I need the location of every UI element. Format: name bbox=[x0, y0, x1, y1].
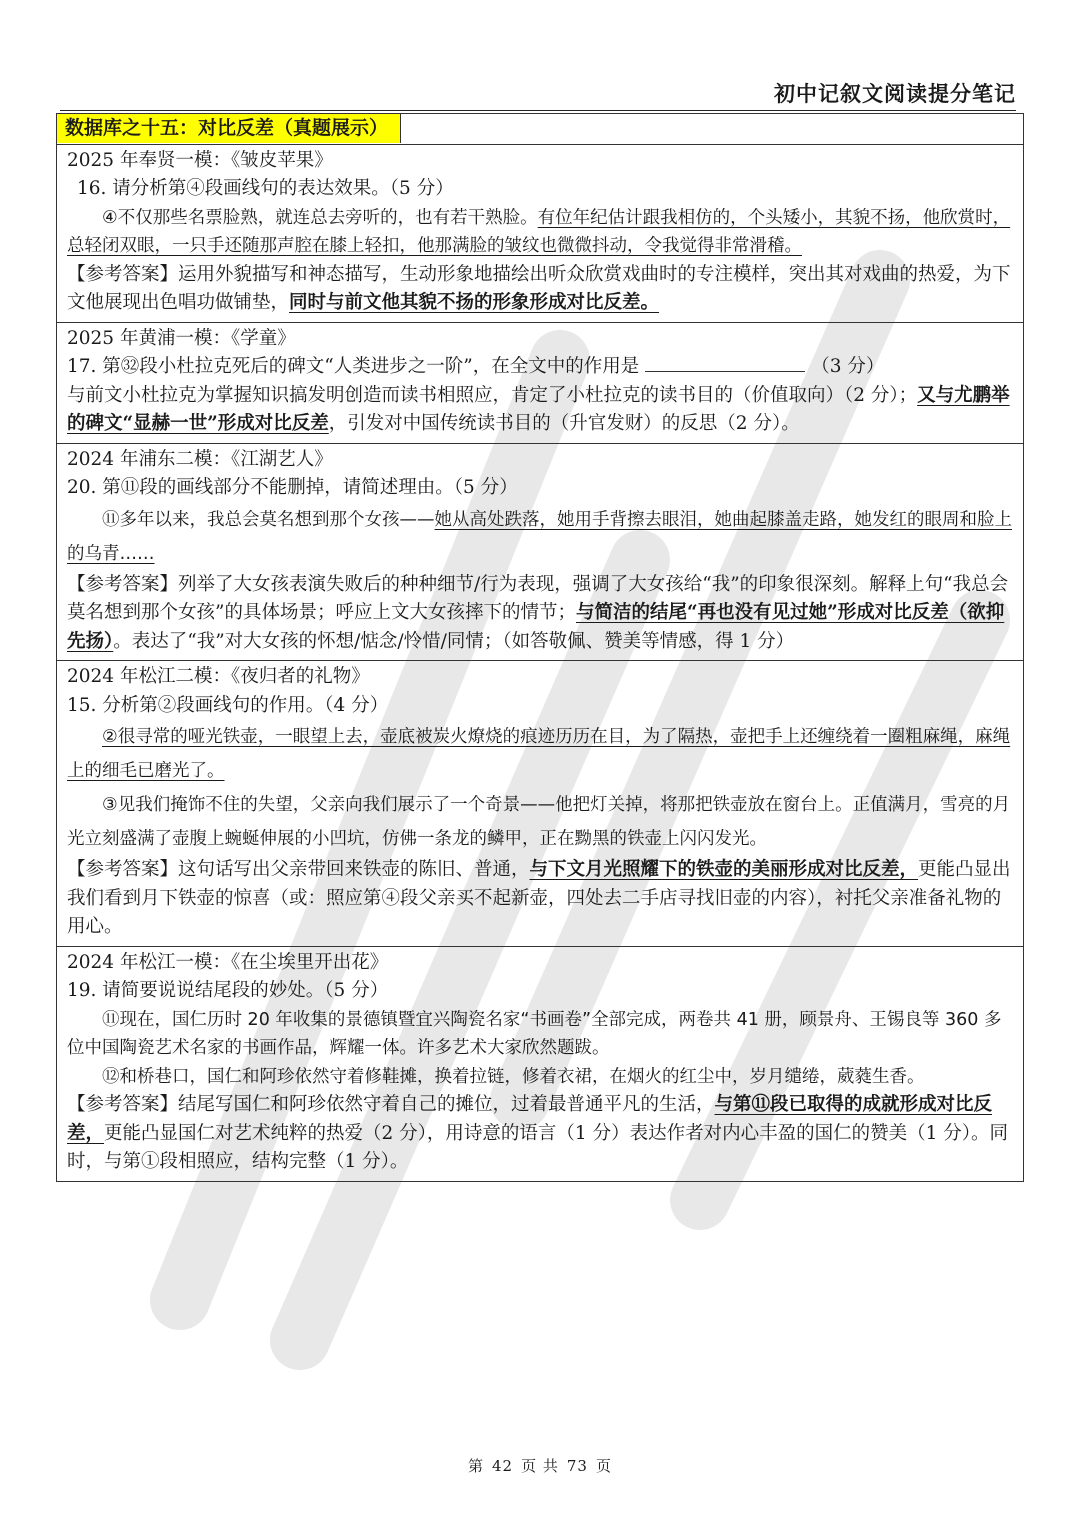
section-4-question: 15. 分析第②段画线句的作用。（4 分） bbox=[67, 694, 389, 716]
passage-underlined: 她从高处跌落，她用手背擦去眼泪，她曲起膝盖走路，她发红的眼周和脸上的乌青…… bbox=[67, 509, 1012, 564]
passage-plain: ④不仅那些名票脸熟，就连总去旁听的，也有若干熟脸。 bbox=[102, 207, 538, 228]
answer-text-1: 与前文小杜拉克为掌握知识搞发明创造而读书相照应，肯定了小杜拉克的读书目的（价值取向）（2 分）； bbox=[67, 384, 918, 406]
section-3-source: 2024 年浦东二模：《江湖艺人》 bbox=[67, 448, 333, 470]
answer-label: 【参考答案】 bbox=[67, 573, 179, 595]
page-total: 73 bbox=[566, 1457, 588, 1475]
question-score: （3 分） bbox=[811, 356, 885, 377]
section-1-answer bbox=[67, 261, 1013, 318]
section-3-answer bbox=[67, 571, 1013, 657]
answer-text: 运用外貌描写和神态描写，生动形象地描绘出听众欣赏戏曲时的专注模样，突出其对戏曲的热爱，为下文他展现出色唱功做铺垫， bbox=[67, 263, 1011, 313]
section-1-source: 2025 年奉贤一模：《皱皮苹果》 bbox=[67, 149, 333, 171]
section-5-source: 2024 年松江一模：《在尘埃里开出花》 bbox=[67, 951, 389, 973]
footer-suffix: 页 bbox=[595, 1457, 612, 1475]
section-3-passage bbox=[67, 503, 1013, 571]
footer-prefix: 第 bbox=[468, 1457, 485, 1475]
section-4-passage-1 bbox=[67, 720, 1013, 788]
section-3 bbox=[57, 443, 1024, 661]
section-5-passage-1: ⑪现在，国仁历时 20 年收集的景德镇暨宜兴陶瓷名家“书画卷”全部完成，两卷共 41 册，顾景舟、王锡良等 360 多位中国陶瓷艺术名家的书画作品，辉耀一体。许多艺术大家欣然题跋。 bbox=[67, 1009, 1002, 1058]
table-title-cell bbox=[57, 114, 1024, 145]
page-footer bbox=[0, 1455, 1080, 1476]
answer-text-2: 更能凸显国仁对艺术纯粹的热爱（2 分），用诗意的语言（1 分）表达作者对内心丰盈的国仁的赞美（1 分）。同时，与第①段相照应，结构完整（1 分）。 bbox=[67, 1122, 1008, 1172]
section-1-question: 16. 请分析第④段画线句的表达效果。（5 分） bbox=[77, 178, 454, 199]
section-1 bbox=[57, 144, 1024, 322]
answer-text-2: ，引发对中国传统读书目的（升官发财）的反思（2 分）。 bbox=[328, 413, 800, 434]
section-4-answer bbox=[67, 856, 1013, 942]
answer-key-point: 同时与前文他其貌不扬的形象形成对比反差。 bbox=[289, 292, 660, 313]
passage-underlined: 有位年纪估计跟我相仿的，个头矮小，其貌不扬，他欣赏时，总轻闭双眼，一只手还随那声腔在膝上轻扣，他那满脸的皱纹也微微抖动，令我觉得非常滑稽。 bbox=[67, 207, 1011, 256]
page-number: 42 bbox=[492, 1457, 514, 1475]
passage-plain: ⑪多年以来，我总会莫名想到那个女孩—— bbox=[102, 509, 435, 530]
footer-mid: 页 共 bbox=[521, 1457, 559, 1475]
section-4-passage-2: ③见我们掩饰不住的失望，父亲向我们展示了一个奇景——他把灯关掉，将那把铁壶放在窗台上。正值满月，雪亮的月光立刻盛满了壶腹上蜿蜒伸展的小凹坑，仿佛一条龙的鳞甲，正在黝黑的铁壶上闪闪发光。 bbox=[67, 795, 1011, 849]
answer-key-point: 与简洁的结尾“再也没有见过她”形成对比反差（欲抑先扬） bbox=[67, 602, 1005, 652]
answer-key-point: 与下文月光照耀下的铁壶的美丽形成对比反差， bbox=[529, 859, 919, 880]
answer-text-2: 更能凸显出我们看到月下铁壶的惊喜（或：照应第④段父亲买不起新壶，四处去二手店寻找旧壶的内容），衬托父亲准备礼物的用心。 bbox=[67, 859, 1011, 937]
section-2 bbox=[57, 322, 1024, 443]
table-title: 数据库之十五：对比反差（真题展示） bbox=[57, 114, 401, 143]
section-1-passage bbox=[67, 204, 1013, 261]
section-3-question: 20. 第⑪段的画线部分不能删掉，请简述理由。（5 分） bbox=[67, 477, 518, 498]
section-4 bbox=[57, 661, 1024, 947]
section-2-source: 2025 年黄浦一模：《学童》 bbox=[67, 327, 296, 349]
passage-underlined: ②很寻常的哑光铁壶，一眼望上去，壶底被炭火燎烧的痕迹历历在目，为了隔热，壶把手上还缠绕着一圈粗麻绳，麻绳上的细毛已磨光了。 bbox=[67, 727, 1011, 781]
section-5-answer bbox=[67, 1091, 1013, 1177]
answer-text-1: 这句话写出父亲带回来铁壶的陈旧、普通， bbox=[178, 859, 530, 880]
section-2-question-line bbox=[67, 353, 1013, 382]
section-5 bbox=[57, 946, 1024, 1181]
answer-text-1: 列举了大女孩表演失败后的种种细节/行为表现，强调了大女孩给“我”的印象很深刻。解释上句“我总会莫名想到那个女孩”的具体场景；呼应上文大女孩摔下的情节； bbox=[67, 573, 1009, 623]
page-header: 初中记叙文阅读提分笔记 bbox=[774, 82, 1016, 106]
answer-text-1: 结尾写国仁和阿珍依然守着自己的摊位，过着最普通平凡的生活， bbox=[178, 1094, 715, 1115]
section-4-source: 2024 年松江二模：《夜归者的礼物》 bbox=[67, 666, 370, 687]
answer-key-point: 又与尤鹏举的碑文“显赫一世”形成对比反差 bbox=[67, 384, 1010, 434]
section-5-question: 19. 请简要说说结尾段的妙处。（5 分） bbox=[67, 980, 389, 1001]
answer-blank bbox=[645, 353, 805, 372]
content-table bbox=[56, 113, 1024, 1182]
answer-label: 【参考答案】 bbox=[67, 1094, 179, 1115]
section-5-passage-2: ⑫和桥巷口，国仁和阿珍依然守着修鞋摊，换着拉链，修着衣裙，在烟火的红尘中，岁月缱绻，葳蕤生香。 bbox=[102, 1066, 925, 1087]
answer-text-2: 。表达了“我”对大女孩的怀想/惦念/怜惜/同情；（如答敬佩、赞美等情感，得 1 分） bbox=[113, 630, 795, 652]
answer-label: 【参考答案】 bbox=[67, 263, 179, 285]
section-2-question: 17. 第㉜段小杜拉克死后的碑文“人类进步之一阶”，在全文中的作用是 bbox=[67, 356, 640, 377]
section-2-answer bbox=[67, 382, 1013, 439]
answer-label: 【参考答案】 bbox=[67, 859, 179, 880]
answer-key-point: 与第⑪段已取得的成就形成对比反差， bbox=[67, 1094, 993, 1144]
header-rule bbox=[60, 110, 1016, 111]
